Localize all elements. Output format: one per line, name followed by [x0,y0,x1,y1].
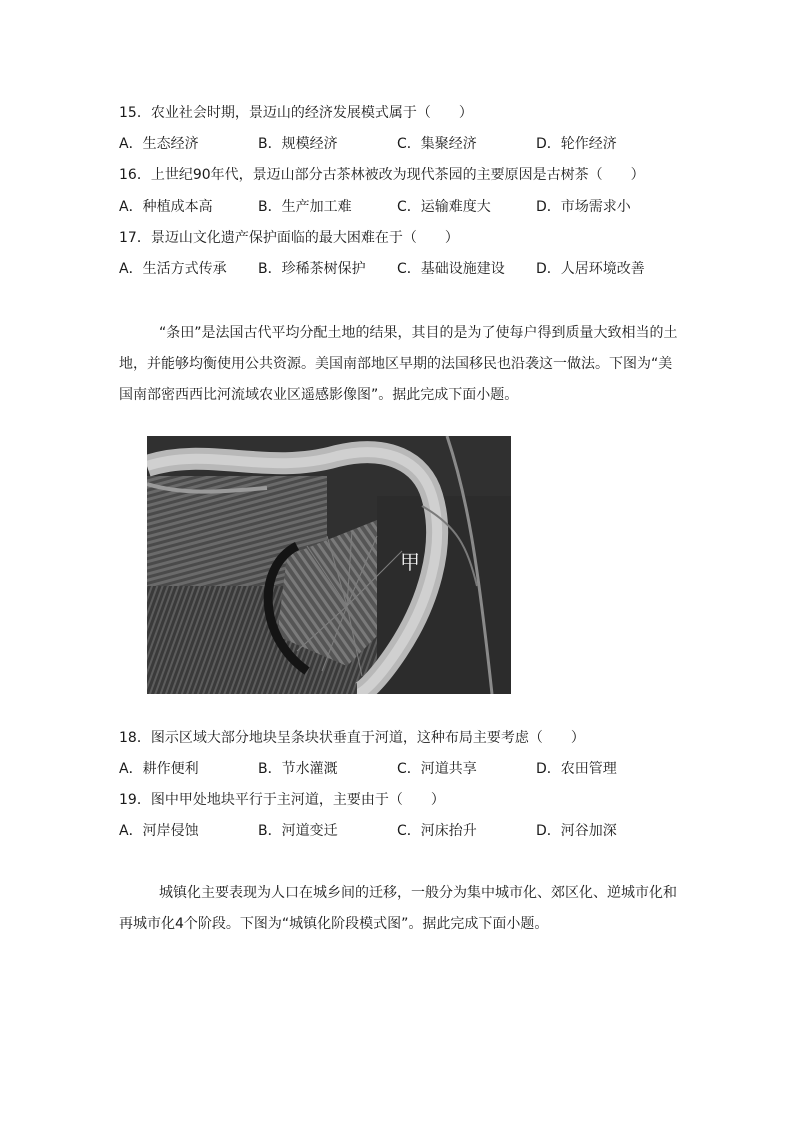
q15-option-d[interactable]: D．轮作经济 [536,136,617,152]
q16-option-b[interactable]: B．生产加工难 [258,199,352,215]
q19-option-b[interactable]: B．河道变迁 [258,823,338,839]
passage-strip-fields [119,318,679,411]
q19-option-c[interactable]: C．河床抬升 [397,823,477,839]
question-18-stem: 18．图示区域大部分地块呈条块状垂直于河道，这种布局主要考虑（ ） [119,730,585,746]
passage-urbanization-text: 城镇化主要表现为人口在城乡间的迁移，一般分为集中城市化、郊区化、逆城市化和再城市化4个阶段。下图为“城镇化阶段模式图”。据此完成下面小题。 [119,885,677,932]
q15-option-c[interactable]: C．集聚经济 [397,136,477,152]
q15-option-a[interactable]: A．生态经济 [119,136,199,152]
question-16-stem: 16．上世纪90年代，景迈山部分古茶林被改为现代茶园的主要原因是古树茶（ ） [119,167,645,183]
q18-option-a[interactable]: A．耕作便利 [119,761,199,777]
q19-option-d[interactable]: D．河谷加深 [536,823,617,839]
q18-option-d[interactable]: D．农田管理 [536,761,617,777]
q17-option-b[interactable]: B．珍稀茶树保护 [258,261,366,277]
passage-urbanization [119,878,679,940]
q19-option-a[interactable]: A．河岸侵蚀 [119,823,199,839]
q18-option-b[interactable]: B．节水灌溉 [258,761,338,777]
q15-option-b[interactable]: B．规模经济 [258,136,338,152]
label-jia: 甲 [400,550,420,574]
q16-option-d[interactable]: D．市场需求小 [536,199,631,215]
passage-strip-fields-text: “条田”是法国古代平均分配土地的结果，其目的是为了使每户得到质量大致相当的土地，并能够均衡使用公共资源。美国南部地区早期的法国移民也沿袭这一做法。下图为“美国南部密西西比河流域农业区遥感影像图”。据此完成下面小题。 [119,325,678,403]
question-19-stem: 19．图中甲处地块平行于主河道，主要由于（ ） [119,792,445,808]
question-15-stem: 15．农业社会时期，景迈山的经济发展模式属于（ ） [119,105,473,121]
q16-option-a[interactable]: A．种植成本高 [119,199,213,215]
q17-option-d[interactable]: D．人居环境改善 [536,261,645,277]
q17-option-c[interactable]: C．基础设施建设 [397,261,505,277]
remote-sensing-image [147,436,511,694]
q17-option-a[interactable]: A．生活方式传承 [119,261,227,277]
q18-option-c[interactable]: C．河道共享 [397,761,477,777]
question-17-stem: 17．景迈山文化遗产保护面临的最大困难在于（ ） [119,230,459,246]
q16-option-c[interactable]: C．运输难度大 [397,199,491,215]
